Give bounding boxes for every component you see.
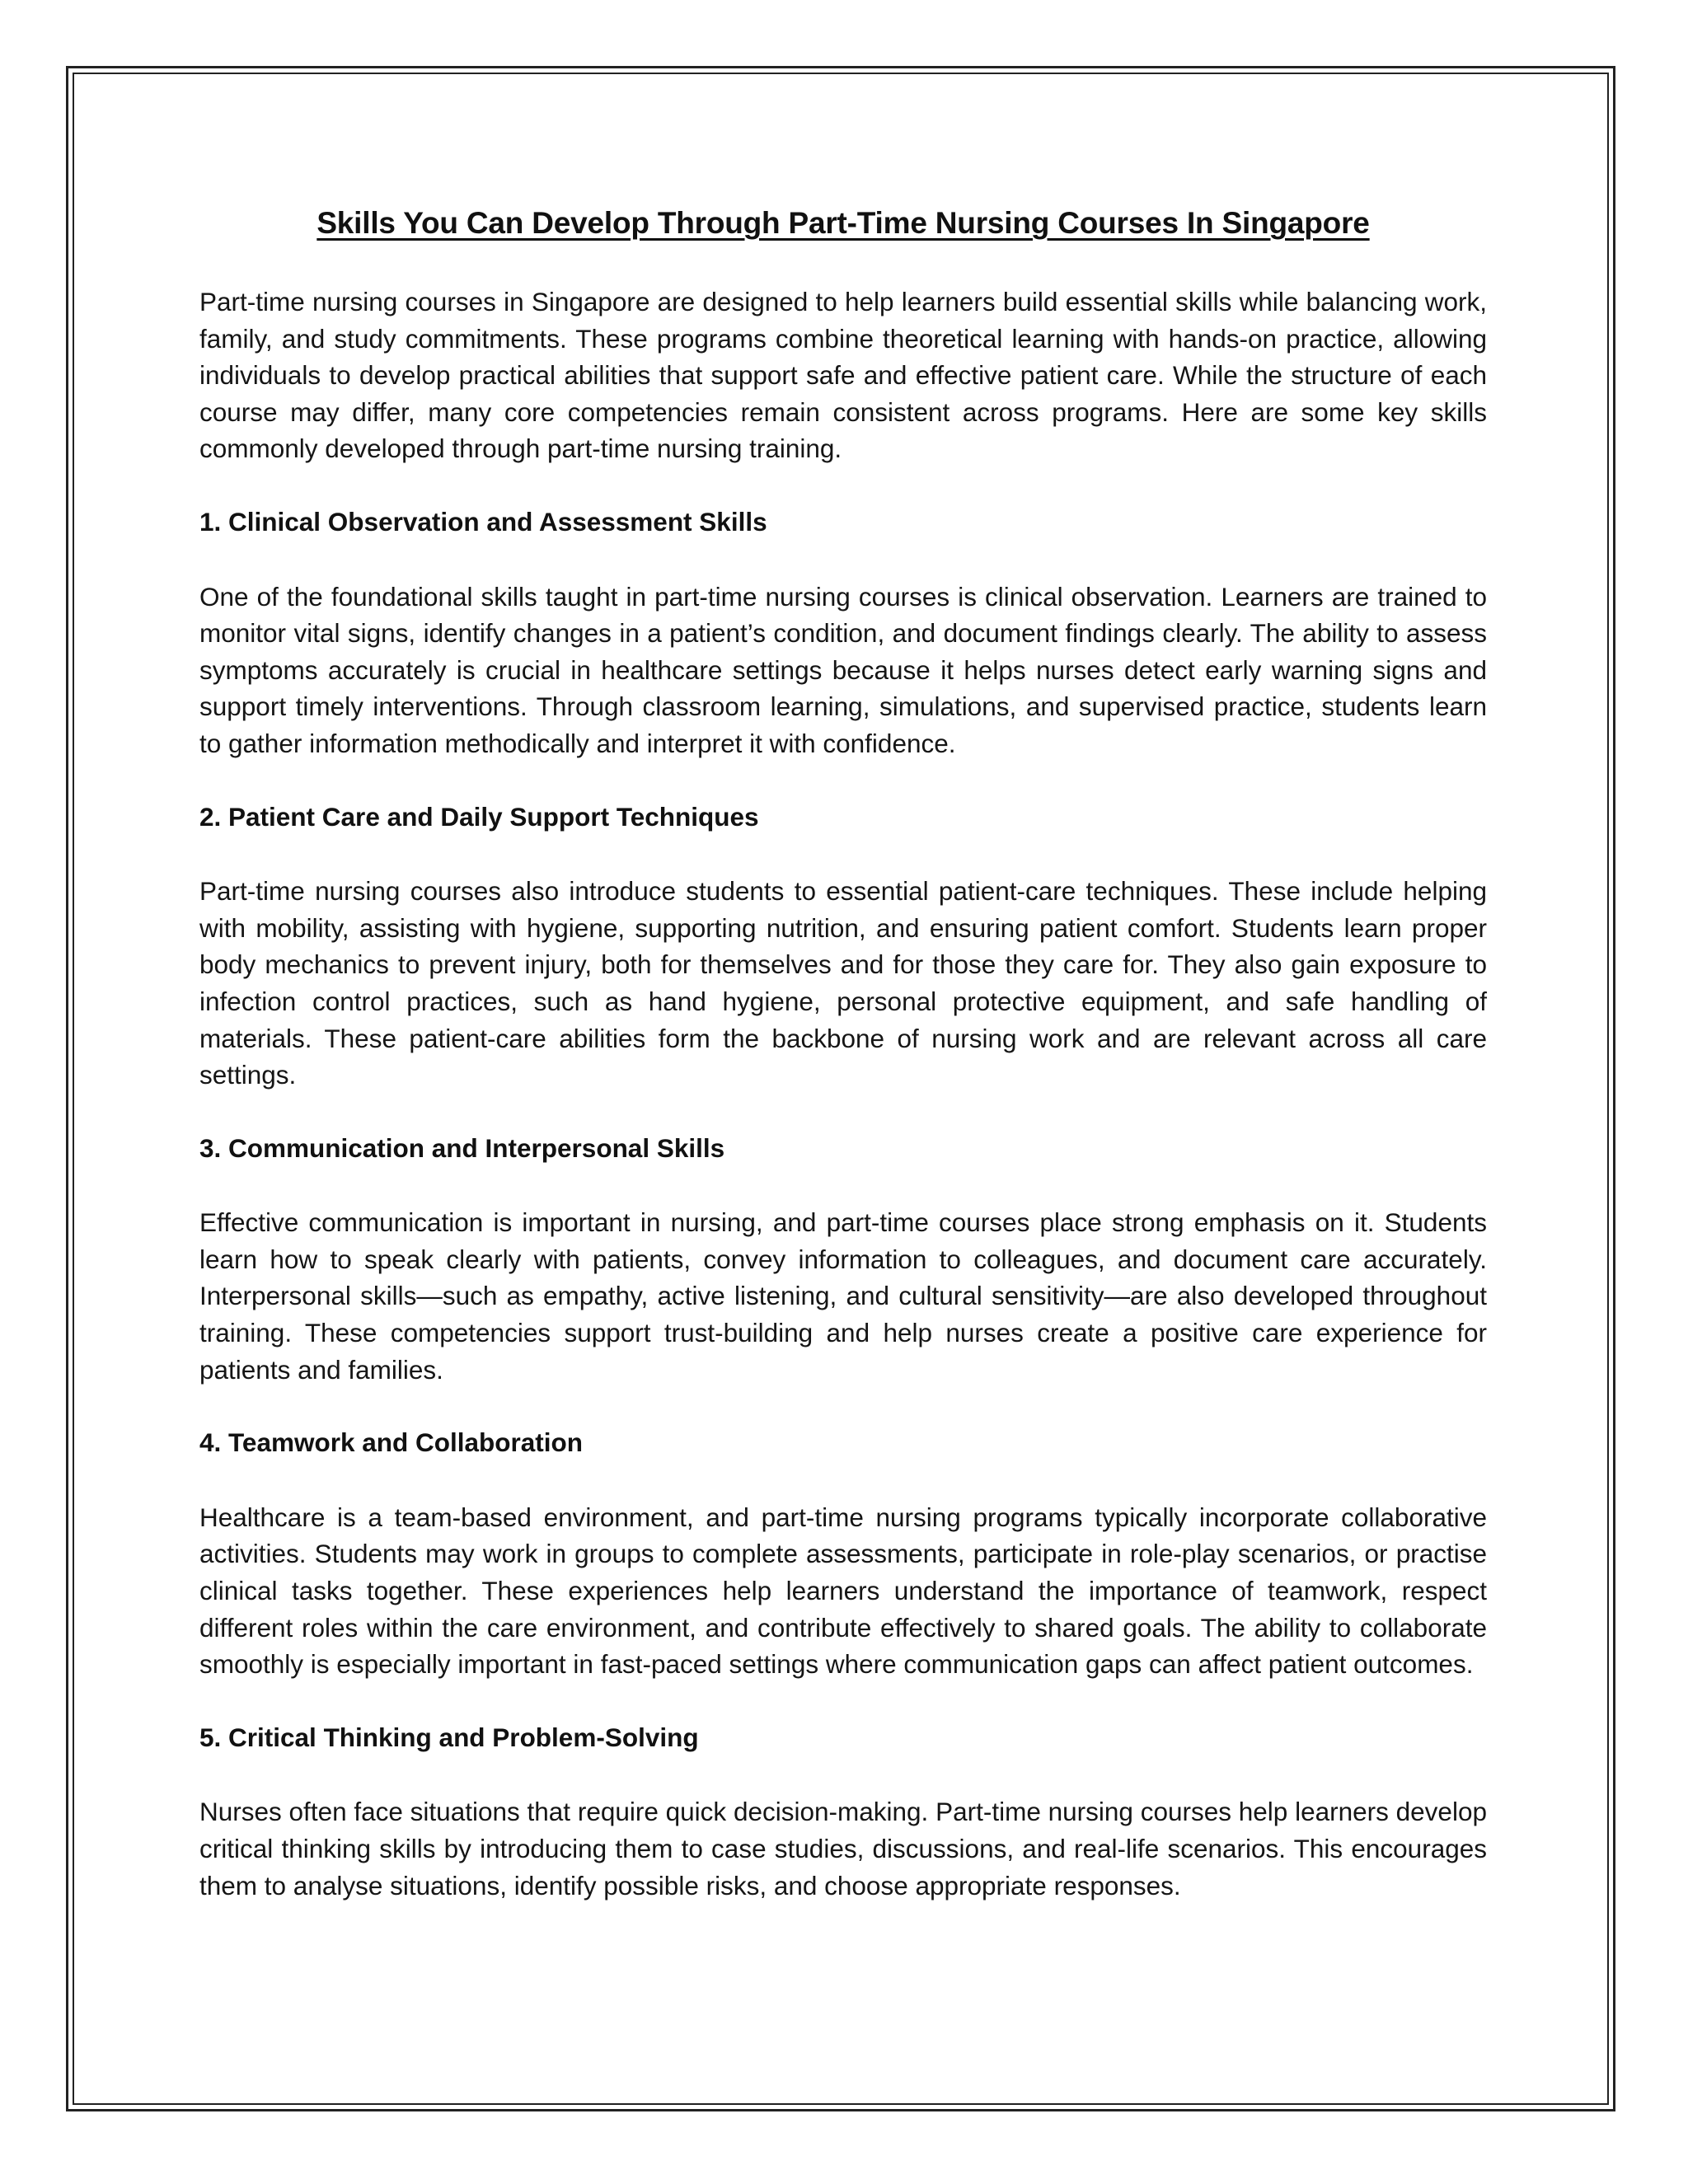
section-heading-patient-care: 2. Patient Care and Daily Support Techniques [199, 801, 759, 832]
section-heading-critical-thinking: 5. Critical Thinking and Problem-Solving [199, 1722, 699, 1752]
section-body-communication: Effective communication is important in nursing, and part-time courses place strong emphasis on it. Students learn how to speak clearly with patients, convey information to colleagues, and document care accurately. Interpersonal skills—such as empathy, active listening, and cultural sensitivity—are also developed throughout training. These competencies support trust-building and help nurses create a positive care experience for patients and families. [199, 1207, 1487, 1385]
section-heading-communication: 3. Communication and Interpersonal Skills [199, 1132, 725, 1163]
document-content [199, 194, 1487, 1904]
section-body-critical-thinking: Nurses often face situations that require quick decision-making. Part-time nursing courses help learners develop critical thinking skills by introducing them to case studies, discussions, and real-life scenarios. This encourages them to analyse situations, identify possible risks, and choose appropriate responses. [199, 1797, 1487, 1900]
section-body-teamwork: Healthcare is a team-based environment, and part-time nursing programs typically incorporate collaborative activities. Students may work in groups to complete assessments, participate in role-play scenarios, or practise clinical tasks together. These experiences help learners understand the importance of teamwork, respect different roles within the care environment, and contribute effectively to shared goals. The ability to collaborate smoothly is especially important in fast-paced settings where communication gaps can affect patient outcomes. [199, 1502, 1487, 1680]
section-body-patient-care: Part-time nursing courses also introduce students to essential patient-care techniques. These include helping with mobility, assisting with hygiene, supporting nutrition, and ensuring patient comfort. Students learn proper body mechanics to prevent injury, both for themselves and for those they care for. They also gain exposure to infection control practices, such as hand hygiene, personal protective equipment, and safe handling of materials. These patient-care abilities form the backbone of nursing work and are relevant across all care settings. [199, 876, 1487, 1090]
intro-paragraph: Part-time nursing courses in Singapore are designed to help learners build essential skills while balancing work, family, and study commitments. These programs combine theoretical learning with hands-on practice, allowing individuals to develop practical abilities that support safe and effective patient care. While the structure of each course may differ, many core competencies remain consistent across programs. Here are some key skills commonly developed through part-time nursing training. [199, 287, 1487, 464]
section-heading-clinical-observation: 1. Clinical Observation and Assessment Skills [199, 506, 767, 537]
section-heading-teamwork: 4. Teamwork and Collaboration [199, 1427, 583, 1458]
section-body-clinical-observation: One of the foundational skills taught in part-time nursing courses is clinical observation. Learners are trained to monitor vital signs, identify changes in a patient’s condition, and document findings clearly. The ability to assess symptoms accurately is crucial in healthcare settings because it helps nurses detect early warning signs and support timely interventions. Through classroom learning, simulations, and supervised practice, students learn to gather information methodically and interpret it with confidence. [199, 581, 1487, 758]
document-title: Skills You Can Develop Through Part-Time Nursing Courses In Singapore [316, 206, 1370, 240]
